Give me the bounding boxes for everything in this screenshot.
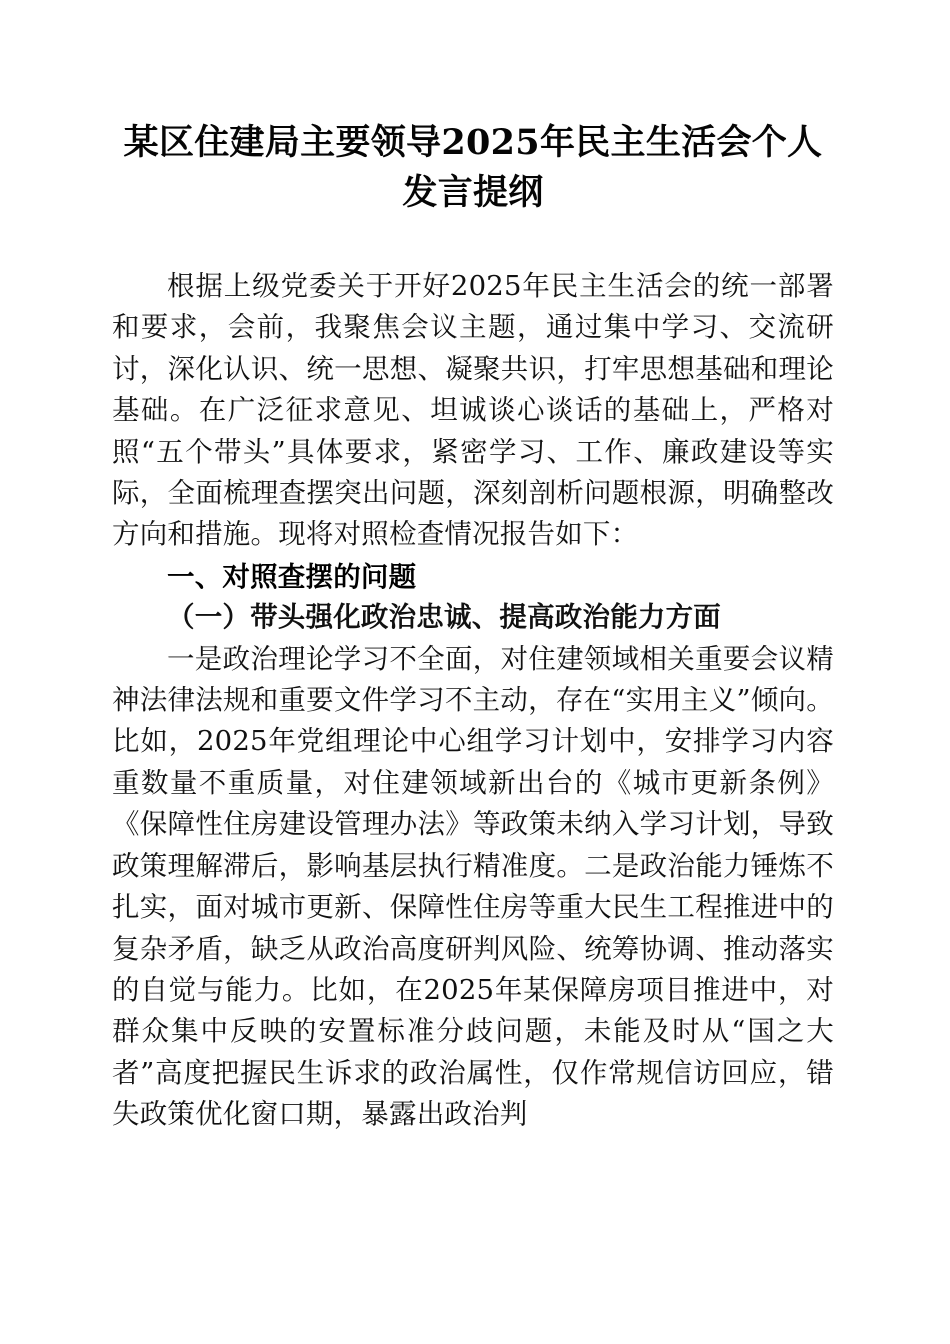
subsection-1-body-paragraph: 一是政治理论学习不全面，对住建领域相关重要会议精神法律法规和重要文件学习不主动，存在“实用主义”倾向。比如，2025年党组理论中心组学习计划中，安排学习内容重数量不重质量，对住建领域新出台的《城市更新条例》《保障性住房建设管理办法》等政策未纳入学习计划，导致政策理解滞后，影响基层执行精准度。二是政治能力锤炼不扎实，面对城市更新、保障性住房等重大民生工程推进中的复杂矛盾，缺乏从政治高度研判风险、统筹协调、推动落实的自觉与能力。比如，在2025年某保障房项目推进中，对群众集中反映的安置标准分歧问题，未能及时从“国之大者”高度把握民生诉求的政治属性，仅作常规信访回应，错失政策优化窗口期，暴露出政治判 (112, 642, 834, 1131)
page-content-area (112, 0, 834, 1136)
section-heading-1: 一、对照查摆的问题 (167, 560, 417, 592)
opening-paragraph: 根据上级党委关于开好2025年民主生活会的统一部署和要求，会前，我聚焦会议主题，通过集中学习、交流研讨，深化认识、统一思想、凝聚共识，打牢思想基础和理论基础。在广泛征求意见、坦诚谈心谈话的基础上，严格对照“五个带头”具体要求，紧密学习、工作、廉政建设等实际，全面梳理查摆突出问题，深刻剖析问题根源，明确整改方向和措施。现将对照检查情况报告如下： (112, 270, 834, 551)
page-title: 某区住建局主要领导2025年民主生活会个人发言提纲 (123, 122, 823, 213)
subsection-heading-1: （一）带头强化政治忠诚、提高政治能力方面 (167, 601, 721, 634)
